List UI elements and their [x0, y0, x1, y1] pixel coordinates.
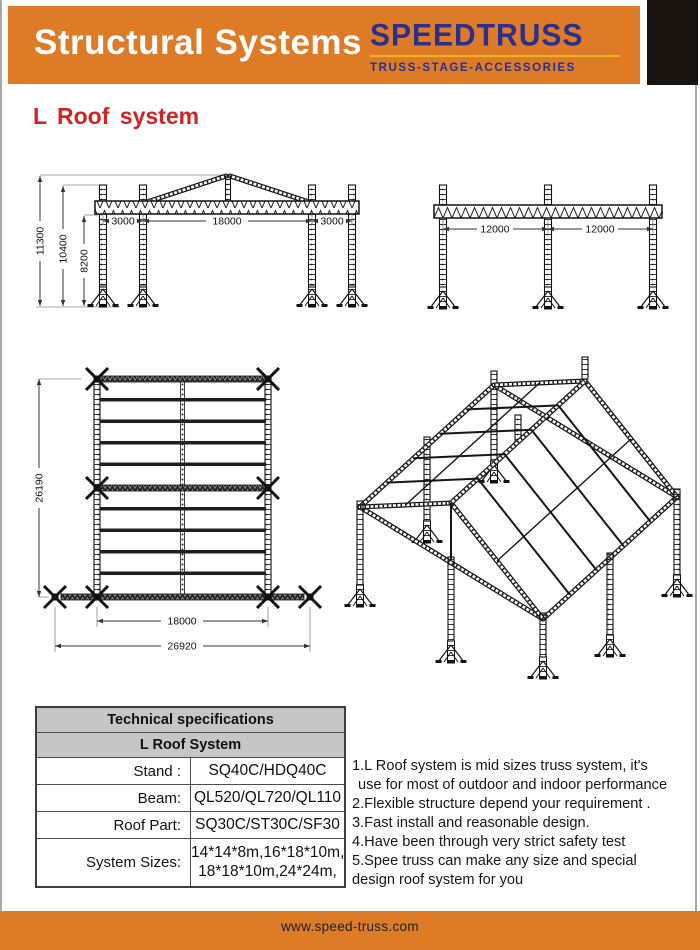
page-header-title: Structural Systems: [34, 23, 363, 62]
plan-view-drawing: [25, 357, 335, 662]
spec-sizes-line2: 18*18*10m,24*24m,: [198, 863, 337, 881]
brand-logo: [370, 19, 626, 74]
spec-value-roof-part: SQ30C/ST30C/SF30: [191, 812, 346, 839]
side-elevation-structure: [428, 185, 669, 309]
dim-plan-inner-width: 18000: [167, 615, 197, 628]
spec-value-system-sizes: [191, 839, 346, 887]
corner-block: [647, 0, 698, 85]
dim-total-height: 11300: [34, 226, 47, 256]
feature-line: design roof system for you: [352, 872, 524, 888]
spec-label-roof-part: Roof Part:: [36, 812, 191, 839]
spec-label-beam: Beam:: [36, 785, 191, 812]
dim-side-left-bay: 12000: [480, 223, 510, 236]
plan-structure: [44, 368, 321, 608]
dim-left-bay: 3000: [111, 215, 135, 228]
header-band: [8, 6, 640, 84]
front-elevation-dimensions: [34, 176, 352, 306]
dim-center-span: 18000: [212, 215, 242, 228]
spec-value-beam: QL520/QL720/QL110: [191, 785, 346, 812]
feature-line: 3.Fast install and reasonable design.: [352, 815, 590, 831]
spec-table-title: Technical specifications: [36, 707, 345, 733]
spec-value-stand: SQ40C/HDQ40C: [191, 758, 346, 785]
footer-url: www.speed-truss.com: [281, 919, 419, 934]
spec-table: [35, 706, 346, 888]
dim-plan-depth: 26190: [33, 473, 46, 503]
section-title: L Roof system: [33, 103, 200, 129]
spec-label-system-sizes: System Sizes:: [36, 839, 191, 887]
spec-table-subtitle: L Roof System: [36, 733, 345, 758]
features-list: [352, 757, 697, 890]
front-elevation-structure: [36, 175, 368, 307]
footer-bar: [0, 911, 700, 950]
feature-line: 4.Have been through very strict safety test: [352, 834, 626, 850]
feature-line: 2.Flexible structure depend your requirement .: [352, 796, 651, 812]
page-edge-left: [0, 0, 2, 950]
spec-sizes-line1: 14*14*8m,16*18*10m,: [191, 843, 345, 861]
logo-underline: [370, 55, 620, 57]
feature-line: 1.L Roof system is mid sizes truss system, it's: [352, 758, 648, 774]
dim-side-right-bay: 12000: [585, 223, 615, 236]
front-elevation-drawing: [28, 157, 393, 322]
brand-logo-name: SPEEDTRUSS: [370, 18, 584, 53]
dim-right-bay: 3000: [320, 215, 344, 228]
dim-eave-height: 10400: [57, 234, 70, 264]
feature-line: use for most of outdoor and indoor performance: [358, 777, 668, 793]
isometric-structure: [345, 357, 693, 679]
dim-plan-overall-width: 26920: [167, 640, 197, 653]
isometric-drawing: [325, 357, 695, 682]
dim-clear-height: 8200: [78, 249, 91, 273]
brand-logo-tagline: TRUSS-STAGE-ACCESSORIES: [370, 62, 576, 74]
spec-label-stand: Stand :: [36, 758, 191, 785]
side-elevation-drawing: [425, 167, 695, 317]
feature-line: 5.Spee truss can make any size and special: [352, 853, 637, 869]
side-elevation-dimensions: [443, 218, 653, 236]
